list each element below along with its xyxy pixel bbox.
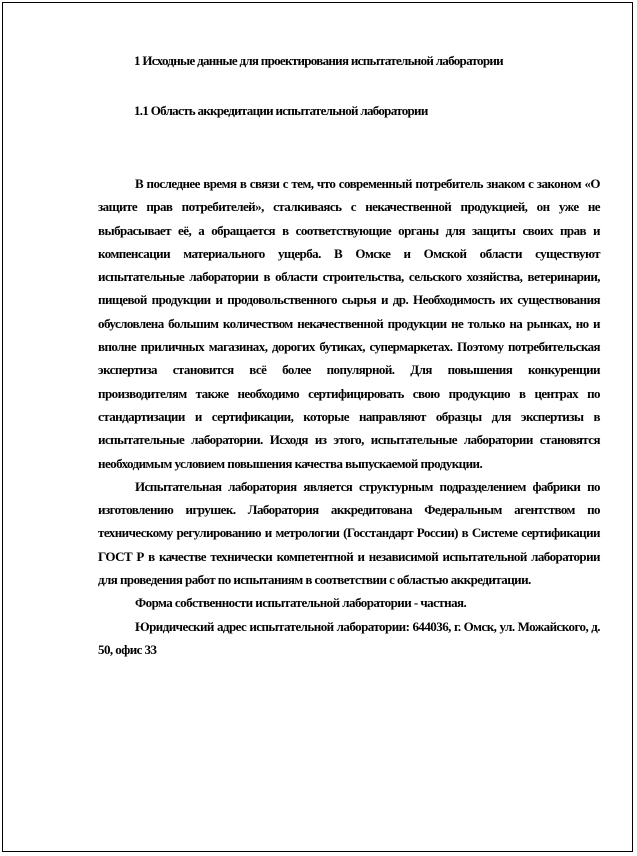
- section-heading: 1 Исходные данные для проектирования испытательной лаборатории: [134, 53, 503, 68]
- paragraph-ownership: Форма собственности испытательной лаборатории - частная.: [135, 595, 467, 611]
- paragraph-intro: В последнее время в связи с тем, что современный потребитель знаком с законом «О защите прав потребителей», сталкиваясь с некачественной продукцией, он уже не выбрасывает её, а обращается в соответствующие органы для защиты своих прав и компенсации материального ущерба. В Омске и Омской области существуют испытательные лаборатории в области строительства, сельского хозяйства, ветеринарии, пищевой продукции и продовольственного сырья и др. Необходимость их существования обусловлена большим количеством некачественной продукции не только на рынках, но и вполне приличных магазинах, дорогих бутиках, супермаркетах. Поэтому потребительская экспертиза становится всё более популярной. Для повышения конкуренции производителям также необходимо сертифицировать свою продукцию в центрах по стандартизации и сертификации, которые направляют образцы для экспертизы в испытательные лаборатории. Исходя из этого, испытательные лаборатории становятся необходимым условием повышения качества выпускаемой продукции.: [98, 176, 600, 471]
- paragraph-laboratory-status: Испытательная лаборатория является структурным подразделением фабрики по изготовлению игрушек. Лаборатория аккредитована Федеральным агентством по техническому регулированию и метрологии (Госстандарт России) в Системе сертификации ГОСТ Р в качестве технически компетентной и независимой испытательной лаборатории для проведения работ по испытаниям в соответствии с областью аккредитации.: [98, 478, 600, 588]
- subsection-heading: 1.1 Область аккредитации испытательной лаборатории: [134, 103, 428, 118]
- paragraph-legal-address: Юридический адрес испытательной лаборатории: 644036, г. Омск, ул. Можайского, д. 50, офис 33: [98, 618, 600, 657]
- body-text: [98, 172, 600, 661]
